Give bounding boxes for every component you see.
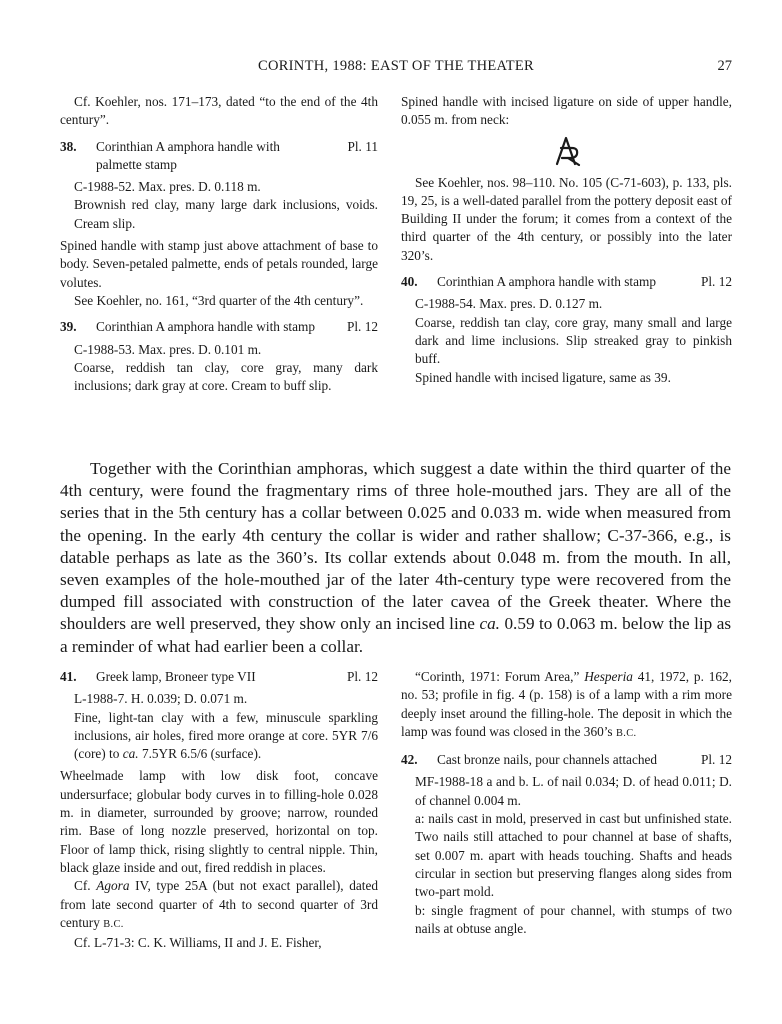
ref-text: IV, type 25A (but not exact parallel), dated from late second quarter of 4th to second quarter of 3rd century — [60, 878, 379, 930]
entry-reference: Cf. L-71-3: C. K. Williams, II and J. E. Fisher, — [74, 935, 322, 951]
entry-reference: See Koehler, nos. 98–110. No. 105 (C-71-603), p. 133, pls. 19, 25, is a well-dated parallel from the pottery deposit east of Building II under the forum; it comes from a context of the third quarter of the 4th century, or possibly into the later 320’s. — [401, 174, 732, 263]
entry-title: Cast bronze nails, pour channels attached — [437, 752, 658, 768]
page-number: 27 — [717, 58, 732, 74]
entry-inventory: C-1988-53. Max. pres. D. 0.101 m. — [74, 341, 262, 357]
entry-title: Greek lamp, Broneer type VII — [96, 669, 256, 684]
entry-part-a: a: nails cast in mold, preserved in cast but unfinished state. Two nails still attached to pour channel at base of shafts, set 0.007 m. apart with heads touching. Shafts and heads circular in section but preserving flanges along sides from two-part mold. — [415, 811, 732, 900]
entry-description: Spined handle with incised ligature, same as 39. — [415, 369, 671, 385]
journal-title: Hesperia — [584, 669, 633, 684]
entry-number: 39. — [60, 319, 77, 335]
catalogue-entry-39-heading — [60, 318, 378, 336]
entry-inventory: MF-1988-18 a and b. L. of nail 0.034; D. of head 0.011; D. of channel 0.004 m. — [415, 774, 732, 808]
entry-description: Wheelmade lamp with low disk foot, concave undersurface; globular body curves in to filling-hole 0.028 m. in diameter, surrounded by groove; narrow, rounded rim. Base of long nozzle preserved, horizontal on top. Floor of lamp thick, rising slightly to central nipple. Thin, black glaze inside and out, fired reddish in places. — [60, 768, 378, 875]
plate-reference: Pl. 12 — [346, 669, 378, 684]
koehler-note: Cf. Koehler, nos. 171–173, dated “to the end of the 4th century”. — [60, 94, 378, 128]
entry-fabric: Brownish red clay, many large dark inclusions, voids. Cream slip. — [74, 197, 378, 231]
entry-inventory: L-1988-7. H. 0.039; D. 0.071 m. — [74, 691, 248, 707]
plate-reference: Pl. 12 — [346, 319, 378, 335]
body-text-part-2: 0.59 to 0.063 m. below the lip as a reminder of what had earlier been a collar. — [60, 614, 732, 656]
fabric-text: Fine, light-tan clay with a few, minuscule sparkling inclusions, air holes, fired more orange at core. 5YR 7/6 (core) to — [74, 709, 378, 762]
entry-reference — [60, 877, 378, 934]
body-paragraph — [60, 458, 731, 658]
entry-title: Corinthian A amphora handle with stamp — [96, 319, 315, 335]
entry-inventory: C-1988-54. Max. pres. D. 0.127 m. — [415, 296, 603, 312]
era-abbrev: B.C. — [615, 727, 637, 739]
running-title: CORINTH, 1988: EAST OF THE THEATER — [257, 58, 535, 74]
catalogue-entry-38-heading — [60, 138, 378, 175]
ca-abbrev: ca. — [122, 746, 139, 762]
upper-left-column — [60, 93, 378, 395]
entry-description: Spined handle with stamp just above attachment of base to body. Seven-petaled palmette, ends of petals rounded, large volutes. — [60, 238, 378, 290]
era-abbrev: B.C. — [103, 918, 124, 930]
ref-text: “Corinth, 1971: Forum Area,” — [415, 669, 580, 684]
entry-number: 38. — [60, 138, 77, 154]
entry-part-b: b: single fragment of pour channel, with stumps of two nails at obtuse angle. — [415, 902, 732, 936]
entry-fabric — [60, 709, 378, 764]
entry-title: Corinthian A amphora handle with palmette stamp — [96, 138, 280, 172]
ca-abbrev: ca. — [479, 614, 500, 634]
plate-reference: Pl. 11 — [347, 138, 378, 154]
fabric-text: 7.5YR 6.5/6 (surface). — [141, 746, 262, 762]
catalogue-entry-41-heading — [60, 668, 378, 686]
entry-description: Spined handle with incised ligature on side of upper handle, 0.055 m. from neck: — [401, 94, 732, 128]
lower-right-column — [401, 668, 732, 938]
entry-fabric: Coarse, reddish tan clay, core gray, many dark inclusions; dark gray at core. Cream to buff slip. — [74, 359, 378, 394]
upper-right-column — [401, 93, 732, 387]
incised-ligature-monogram-icon — [401, 134, 732, 168]
entry-fabric: Coarse, reddish tan clay, core gray, many small and large dark and lime inclusions. Slip streaked gray to pinkish buff. — [415, 314, 732, 367]
ref-title: Agora — [96, 878, 130, 894]
ref-text: 41, 1972, p. 162, no. 53; profile in fig. 4 (p. 158) is of a lamp with a rim more deeply inset around the filling-hole. The deposit in which the lamp was found was closed in the 360’s — [401, 669, 732, 739]
plate-reference: Pl. 12 — [700, 752, 732, 768]
main-paragraph — [60, 458, 731, 658]
entry-reference — [401, 668, 732, 743]
lower-left-column — [60, 668, 378, 952]
catalogue-entry-42-heading — [401, 751, 732, 769]
entry-number: 41. — [60, 669, 77, 684]
entry-title: Corinthian A amphora handle with stamp — [437, 274, 656, 290]
body-text-part-1: Together with the Corinthian amphoras, which suggest a date within the third quarter of the 4th century, were found the fragmentary rims of three hole-mouthed jars. They are all of the series that in the 5th century has a collar between 0.025 and 0.033 m. wide when measured from the opening. In the early 4th century the collar is wider and rather shallow; C-37-366, e.g., is datable perhaps as late as the 360’s. Its collar extends about 0.048 m. from the mouth. In all, seven examples of the hole-mouthed jar of the later 4th-century type were recovered from the dumped fill associated with construction of the later cavea of the Greek theater. Where the shoulders are well preserved, they show only an incised line — [60, 459, 731, 634]
page-header — [60, 58, 732, 78]
entry-number: 40. — [401, 274, 418, 290]
entry-number: 42. — [401, 752, 418, 768]
catalogue-entry-40-heading — [401, 273, 732, 291]
entry-reference: See Koehler, no. 161, “3rd quarter of the 4th century”. — [74, 292, 364, 308]
entry-inventory: C-1988-52. Max. pres. D. 0.118 m. — [74, 179, 261, 195]
plate-reference: Pl. 12 — [700, 274, 732, 290]
ref-text: Cf. — [74, 878, 91, 894]
